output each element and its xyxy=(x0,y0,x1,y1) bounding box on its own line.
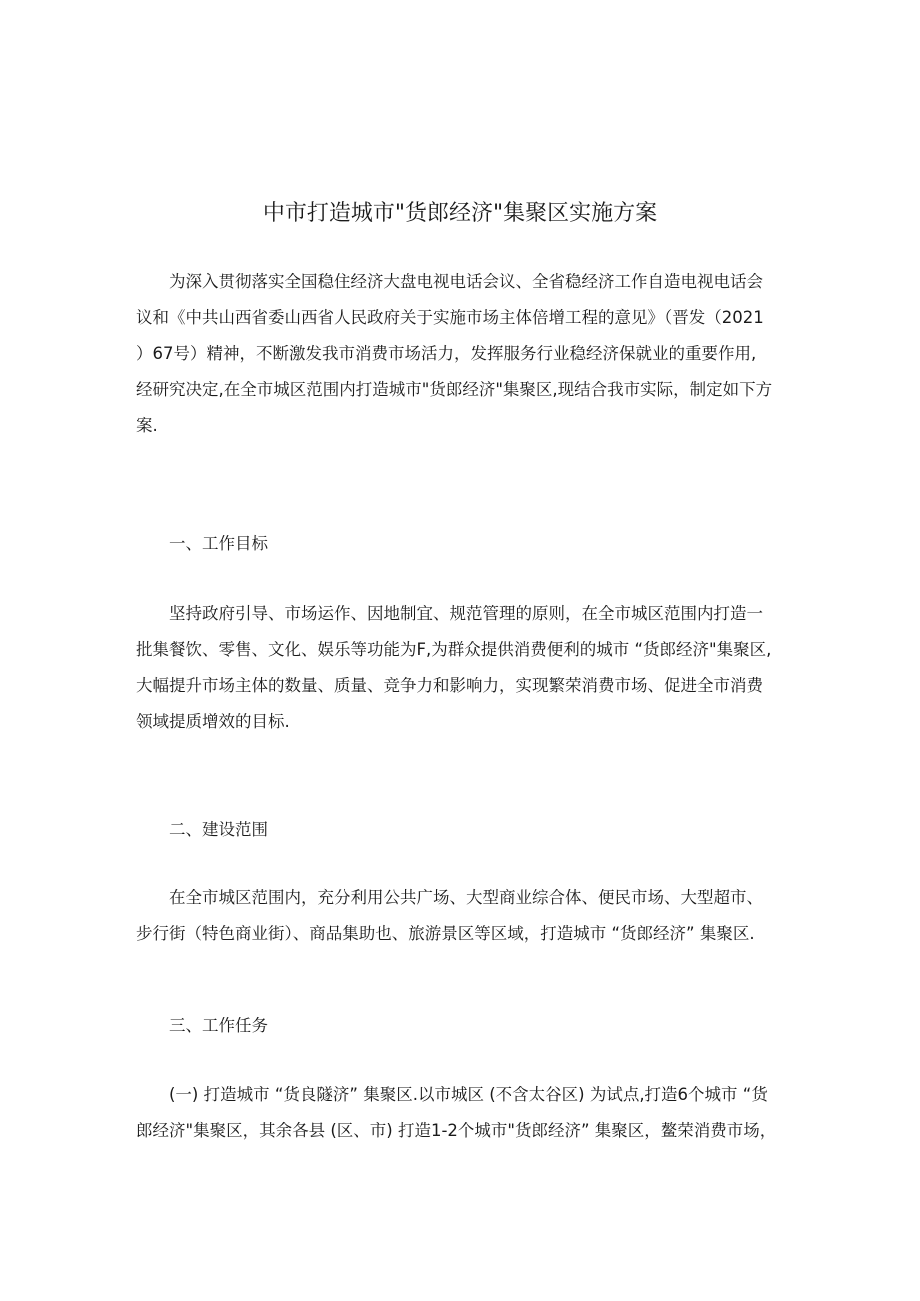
section1-line-2: 批集餐饮、零售、文化、娱乐等功能为F,为群众提供消费便利的城市 “货郎经济"集聚区, xyxy=(136,640,772,659)
section-heading-scope xyxy=(136,812,796,848)
section2-line-2: 步行街（特色商业街）、商品集助也、旅游景区等区域，打造城市 “货郎经济” 集聚区. xyxy=(136,924,755,943)
section2-paragraph xyxy=(136,880,796,952)
section2-heading-text: 二、建设范围 xyxy=(169,820,268,839)
section3-heading-text: 三、工作任务 xyxy=(169,1016,268,1035)
section2-line-1: 在全市城区范围内，充分利用公共广场、大型商业综合体、便民市场、大型超市、 xyxy=(169,888,763,907)
section-heading-tasks xyxy=(136,1008,796,1044)
intro-line-1: 为深入贯彻落实全国稳住经济大盘电视电话会议、全省稳经济工作自造电视电话会 xyxy=(169,272,763,291)
section3-line-2: 郎经济"集聚区，其余各县 (区、市) 打造1-2个城市"货郎经济” 集聚区，鳌荣消费市场， xyxy=(136,1121,777,1140)
section1-heading-text: 一、工作目标 xyxy=(169,534,268,553)
section1-line-3: 大幅提升市场主体的数量、质量、竞争力和影响力，实现繁荣消费市场、促进全市消费 xyxy=(136,676,763,695)
intro-line-5: 案. xyxy=(136,416,158,435)
intro-paragraph xyxy=(136,264,796,444)
section3-line-1: (一) 打造城市 “货良隧济” 集聚区.以市城区 (不含太谷区) 为试点,打造6个城市 “货 xyxy=(169,1085,768,1104)
document-title: 中市打造城市"货郎经济"集聚区实施方案 xyxy=(262,201,658,226)
section1-line-1: 坚持政府引导、市场运作、因地制宜、规范管理的原则，在全市城区范围内打造一 xyxy=(169,604,763,623)
intro-line-3: ）67号）精神，不断激发我市消费市场活力，发挥服务行业稳经济保就业的重要作用, xyxy=(136,344,757,363)
intro-line-4: 经研究决定,在全市城区范围内打造城市"货郎经济"集聚区,现结合我市实际，制定如下方 xyxy=(136,380,773,399)
section3-paragraph xyxy=(136,1077,796,1149)
section-heading-goals xyxy=(136,526,796,562)
section1-paragraph xyxy=(136,596,796,740)
section1-line-4: 领域提质增效的目标. xyxy=(136,712,290,731)
intro-line-2: 议和《中共山西省委山西省人民政府关于实施市场主体倍增工程的意见》（晋发（2021 xyxy=(136,308,764,327)
